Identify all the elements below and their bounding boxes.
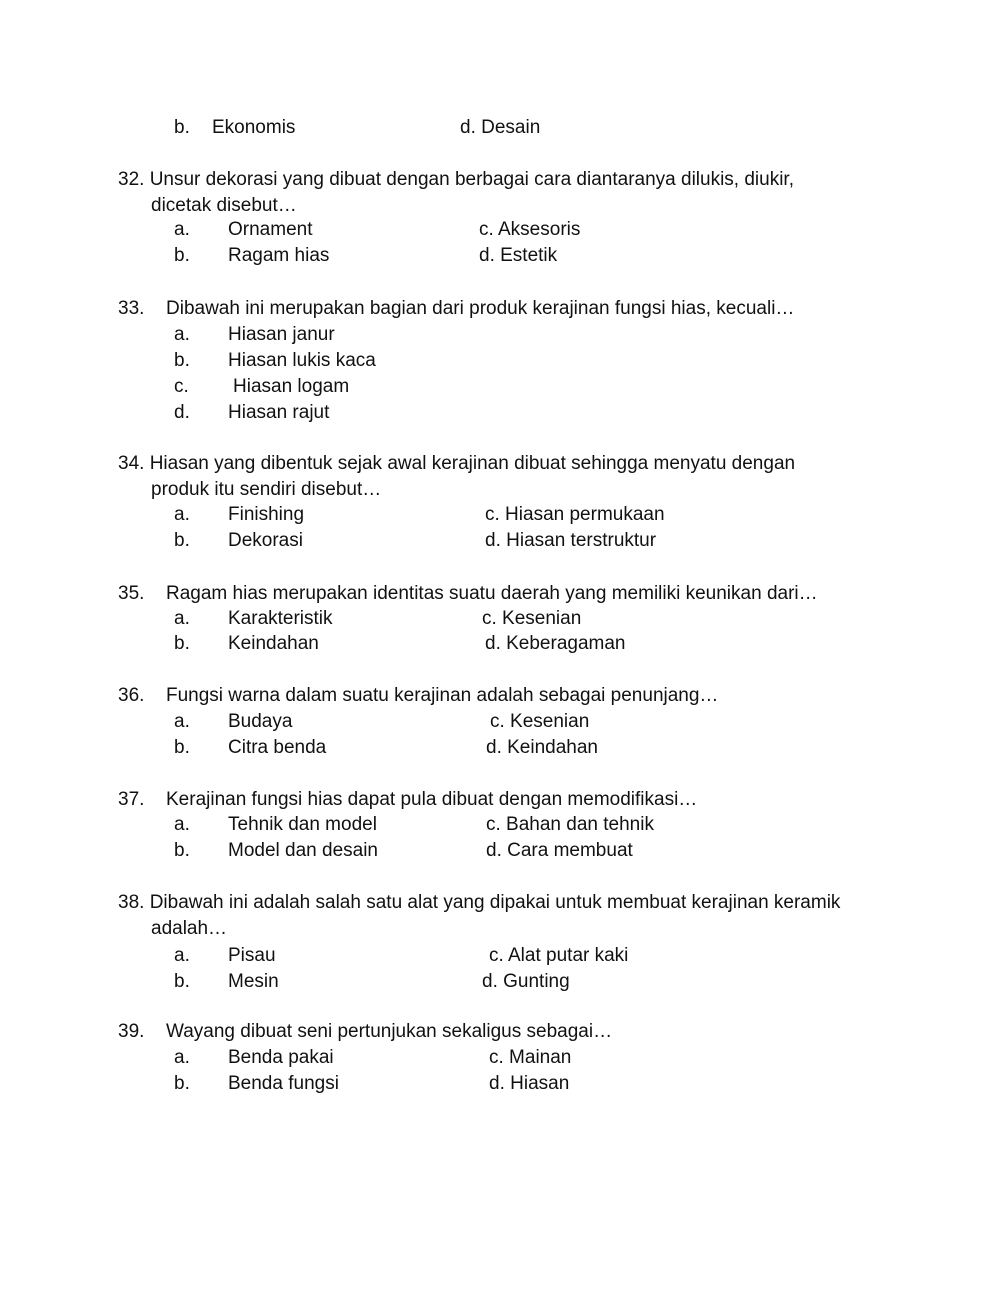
question-number: 39.	[118, 1021, 145, 1042]
option-b-text: Citra benda	[228, 737, 327, 758]
option-a-text: Karakteristik	[228, 608, 333, 629]
option-d-text: d. Cara membuat	[486, 840, 633, 861]
option-c-text: Hiasan logam	[233, 376, 350, 397]
option-c-text: c. Kesenian	[490, 711, 590, 732]
question-text: Dibawah ini merupakan bagian dari produk kerajinan fungsi hias, kecuali…	[166, 298, 795, 319]
option-d-text: d. Keindahan	[486, 737, 598, 758]
option-c-text: c. Bahan dan tehnik	[486, 814, 654, 835]
option-c-text: c. Kesenian	[482, 608, 582, 629]
option-letter: b.	[174, 737, 190, 758]
option-letter: a.	[174, 814, 190, 835]
option-b-text: Mesin	[228, 971, 279, 992]
option-a-text: Finishing	[228, 504, 305, 525]
option-letter: a.	[174, 504, 190, 525]
option-d-text: d. Gunting	[482, 971, 570, 992]
option-letter: c.	[174, 376, 189, 397]
option-letter: a.	[174, 608, 190, 629]
option-letter: b.	[174, 117, 190, 138]
question-text-line1: 38. Dibawah ini adalah salah satu alat yang dipakai untuk membuat kerajinan keramik	[118, 892, 841, 913]
question-text: Kerajinan fungsi hias dapat pula dibuat dengan memodifikasi…	[166, 789, 698, 810]
option-c-text: c. Mainan	[489, 1047, 572, 1068]
option-letter: a.	[174, 324, 190, 345]
option-c-text: c. Aksesoris	[479, 219, 581, 240]
question-number: 36.	[118, 685, 145, 706]
option-letter: b.	[174, 840, 190, 861]
option-letter: b.	[174, 633, 190, 654]
option-d-text: d. Desain	[460, 117, 541, 138]
option-b-text: Ragam hias	[228, 245, 330, 266]
question-text: Wayang dibuat seni pertunjukan sekaligus sebagai…	[166, 1021, 613, 1042]
option-a-text: Budaya	[228, 711, 293, 732]
option-a-text: Tehnik dan model	[228, 814, 377, 835]
question-number: 33.	[118, 298, 145, 319]
option-c-text: c. Alat putar kaki	[489, 945, 629, 966]
option-letter: b.	[174, 245, 190, 266]
option-b-text: Keindahan	[228, 633, 319, 654]
option-a-text: Ornament	[228, 219, 313, 240]
question-text: Ragam hias merupakan identitas suatu daerah yang memiliki keunikan dari…	[166, 583, 818, 604]
question-number: 35.	[118, 583, 145, 604]
option-letter: b.	[174, 350, 190, 371]
option-letter: a.	[174, 945, 190, 966]
option-letter: a.	[174, 1047, 190, 1068]
option-a-text: Pisau	[228, 945, 276, 966]
question-text-line2: dicetak disebut…	[151, 195, 297, 216]
option-d-text: d. Hiasan	[489, 1073, 570, 1094]
question-text-line1: 34. Hiasan yang dibentuk sejak awal kerajinan dibuat sehingga menyatu dengan	[118, 453, 796, 474]
option-letter: b.	[174, 530, 190, 551]
question-text: Fungsi warna dalam suatu kerajinan adalah sebagai penunjang…	[166, 685, 719, 706]
option-b-text: Model dan desain	[228, 840, 378, 861]
option-b-text: Dekorasi	[228, 530, 303, 551]
option-letter: d.	[174, 402, 190, 423]
option-d-text: d. Estetik	[479, 245, 558, 266]
option-a-text: Hiasan janur	[228, 324, 335, 345]
option-b-text: Hiasan lukis kaca	[228, 350, 376, 371]
option-letter: b.	[174, 971, 190, 992]
question-number: 37.	[118, 789, 145, 810]
question-text-line2: adalah…	[151, 918, 228, 939]
option-c-text: c. Hiasan permukaan	[485, 504, 665, 525]
question-text-line1: 32. Unsur dekorasi yang dibuat dengan berbagai cara diantaranya dilukis, diukir,	[118, 169, 794, 190]
question-text-line2: produk itu sendiri disebut…	[151, 479, 382, 500]
option-d-text: Hiasan rajut	[228, 402, 330, 423]
option-letter: a.	[174, 219, 190, 240]
option-letter: b.	[174, 1073, 190, 1094]
option-d-text: d. Keberagaman	[485, 633, 626, 654]
option-b-text: Ekonomis	[212, 117, 296, 138]
option-b-text: Benda fungsi	[228, 1073, 339, 1094]
option-a-text: Benda pakai	[228, 1047, 334, 1068]
option-letter: a.	[174, 711, 190, 732]
option-d-text: d. Hiasan terstruktur	[485, 530, 657, 551]
